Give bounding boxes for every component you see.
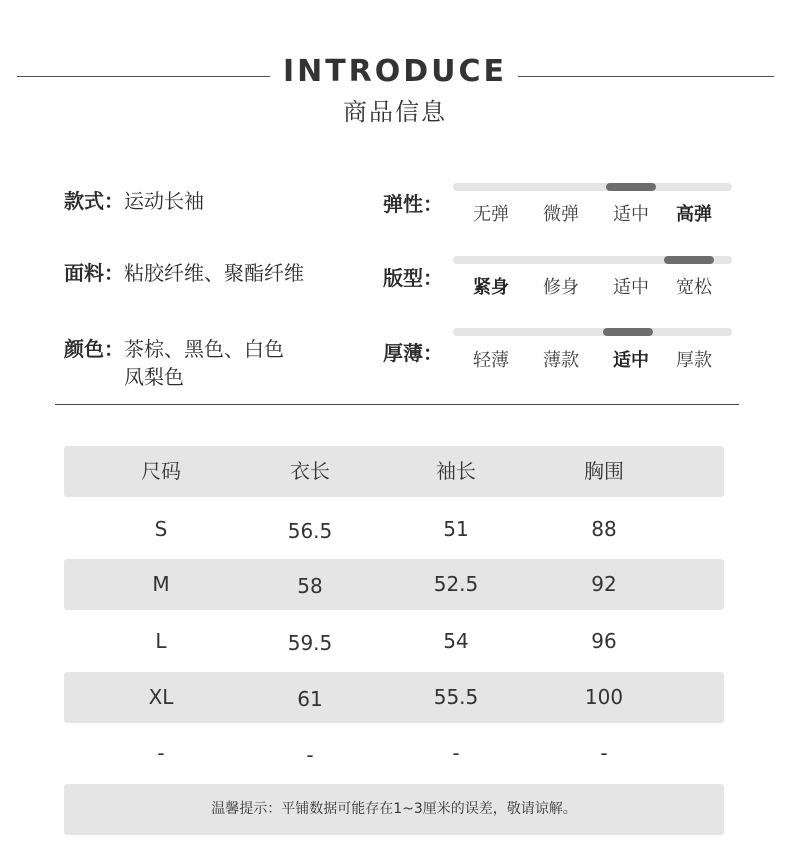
attr-color (64, 335, 284, 391)
table-cell: - (600, 741, 608, 765)
scale-elasticity-track (453, 183, 732, 191)
table-header-cell: 尺码 (141, 459, 181, 483)
scale-fit-option-selected: 紧身 (473, 277, 509, 298)
table-cell: 96 (591, 629, 617, 653)
table-header-row (64, 446, 724, 497)
scale-fit-label: 版型： (383, 266, 443, 290)
page-title: INTRODUCE (282, 54, 508, 89)
table-header-cell: 衣长 (290, 459, 330, 483)
attr-style-key: 款式： (64, 189, 124, 213)
attr-color-value (124, 335, 284, 391)
table-cell: 61 (297, 687, 323, 711)
scale-thickness-option: 厚款 (676, 350, 712, 371)
section-divider (55, 404, 739, 405)
attr-color-key: 颜色： (64, 337, 124, 361)
table-cell: 54 (443, 629, 469, 653)
table-cell: 100 (584, 685, 624, 709)
table-cell: 56.5 (287, 519, 333, 543)
table-cell: 55.5 (433, 685, 479, 709)
scale-thickness-track (453, 328, 732, 336)
scale-elasticity-option: 无弹 (473, 204, 509, 225)
scale-thickness-label: 厚薄： (383, 341, 443, 365)
attr-color-value-line1: 茶棕、黑色、白色 (124, 337, 284, 361)
scale-elasticity-option: 微弹 (543, 204, 579, 225)
table-row (64, 559, 724, 610)
scale-elasticity-option-selected: 高弹 (676, 204, 712, 225)
attr-fabric-value: 粘胶纤维、聚酯纤维 (124, 261, 304, 285)
scale-elasticity-indicator (606, 183, 656, 191)
table-cell: XL (148, 685, 174, 709)
table-cell: - (157, 741, 165, 765)
table-cell: 52.5 (433, 572, 479, 596)
scale-thickness-indicator (603, 328, 653, 336)
scale-thickness-option: 薄款 (543, 350, 579, 371)
table-cell: 59.5 (287, 631, 333, 655)
table-row (64, 672, 724, 723)
scale-fit-option: 适中 (613, 277, 649, 298)
table-cell: 92 (591, 572, 617, 596)
scale-fit-track (453, 256, 732, 264)
attr-color-value-line2: 凤梨色 (124, 365, 184, 389)
table-row (64, 728, 724, 779)
scale-elasticity-label: 弹性： (383, 192, 443, 216)
table-header-cell: 胸围 (584, 459, 624, 483)
attr-style-value: 运动长袖 (124, 189, 204, 213)
attr-style (64, 187, 204, 215)
measurement-tip: 温馨提示：平铺数据可能存在1~3厘米的误差，敬请谅解。 (64, 784, 724, 835)
table-cell: M (152, 572, 170, 596)
attr-fabric-key: 面料： (64, 261, 124, 285)
table-row (64, 504, 724, 555)
table-cell: - (306, 743, 314, 767)
table-row (64, 616, 724, 667)
table-cell: 51 (443, 517, 469, 541)
page-subtitle: 商品信息 (343, 98, 447, 126)
table-cell: - (452, 741, 460, 765)
table-cell: 88 (591, 517, 617, 541)
table-header-cell: 袖长 (436, 459, 476, 483)
scale-thickness-option-selected: 适中 (613, 350, 649, 371)
scale-thickness-option: 轻薄 (473, 350, 509, 371)
scale-fit-option: 修身 (543, 277, 579, 298)
table-cell: L (155, 629, 167, 653)
scale-fit-indicator (664, 256, 714, 264)
table-cell: S (154, 517, 168, 541)
table-cell: 58 (297, 574, 323, 598)
scale-elasticity-option: 适中 (613, 204, 649, 225)
scale-fit-option: 宽松 (676, 277, 712, 298)
attr-fabric (64, 259, 304, 287)
